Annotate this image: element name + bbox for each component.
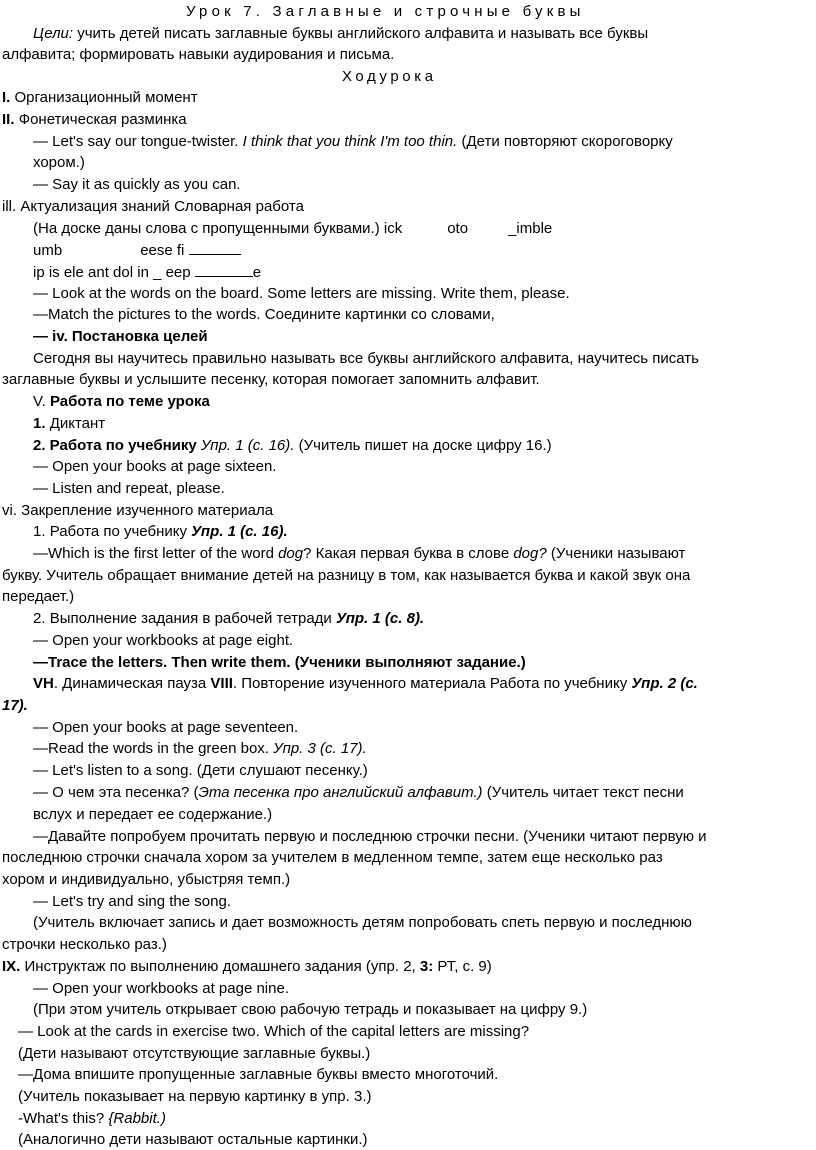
text: Упр. 3 (с. 17). — [273, 740, 367, 757]
line-40: — Let's try and sing the song. — [33, 893, 231, 910]
text: — О чем эта песенка? ( — [33, 784, 199, 801]
line-29: —Trace the letters. Then write them. (Ученики выполняют задание.) — [33, 654, 526, 671]
text: Упр. 1 (с. 8). — [335, 610, 425, 627]
text: -What's this? — [18, 1110, 105, 1127]
line-6: хором.) — [33, 154, 85, 171]
line-38: последнюю строчки сначала хором за учителем в медленном темпе, затем еще несколько раз — [2, 849, 663, 866]
goals-line-1 — [33, 24, 648, 44]
text: . Повторение изученного материала Работа по учебнику — [232, 675, 628, 692]
text: (На доске даны слова с пропущенными буквами.) ick — [33, 220, 403, 237]
line-21: — Listen and repeat, please. — [33, 480, 225, 497]
section-2 — [2, 110, 187, 130]
line-27 — [33, 609, 424, 629]
line-35 — [33, 783, 684, 803]
line-48: —Дома впишите пропущенные заглавные буквы вместо многоточий. — [18, 1066, 499, 1083]
line-26: передает.) — [2, 588, 75, 605]
text: . Динамическая пауза — [53, 675, 207, 692]
tongue-twister-text: I think that you think I'm too thin. — [242, 133, 458, 150]
text: РТ, с. 9) — [437, 958, 492, 975]
text: _imble — [508, 220, 553, 237]
line-11 — [33, 262, 261, 283]
text: — Let's say our tongue-twister. — [33, 133, 239, 150]
section-2-num: II. — [2, 111, 15, 128]
text: oto — [447, 220, 469, 237]
section-1-num: I. — [2, 89, 11, 106]
line-45: (При этом учитель открывает свою рабочую тетрадь и показывает на цифру 9.) — [33, 1001, 588, 1018]
line-28: — Open your workbooks at page eight. — [33, 632, 294, 649]
text: 2. Работа по учебнику — [33, 437, 197, 454]
text: Упр. 2 (с. — [631, 675, 698, 692]
line-46: — Look at the cards in exercise two. Which of the capital letters are missing? — [18, 1023, 530, 1040]
line-33 — [33, 739, 367, 759]
lesson-heading: Ходурока — [342, 68, 437, 85]
line-15: Сегодня вы научитесь правильно называть все буквы английского алфавита, научитесь писать — [33, 350, 699, 367]
text: (Дети повторяют скороговорку — [461, 133, 673, 150]
text: 1. — [33, 415, 46, 432]
text: umb — [33, 242, 63, 259]
lesson-title: Урок 7. Заглавные и строчные буквы — [186, 3, 585, 20]
section-3: ill. Актуализация знаний Словарная работа — [2, 198, 304, 215]
line-16: заглавные буквы и услышите песенку, которая помогает запомнить алфавит. — [2, 371, 540, 388]
line-34: — Let's listen to a song. (Дети слушают песенку.) — [33, 762, 368, 779]
line-13: —Match the pictures to the words. Соедините картинки со словами, — [33, 306, 495, 323]
line-43 — [2, 957, 492, 977]
text: VIII — [210, 675, 233, 692]
line-7: — Say it as quickly as you can. — [33, 176, 241, 193]
text: —Read the words in the green box. — [33, 740, 269, 757]
line-10 — [33, 240, 241, 261]
goals-label: Цели: — [33, 25, 74, 42]
text: Инструктаж по выполнению домашнего задания (упр. 2, — [24, 958, 416, 975]
line-9 — [33, 219, 552, 239]
line-tongue-twister — [33, 132, 673, 152]
line-30 — [33, 674, 698, 694]
text: —Which is the first letter of the word — [33, 545, 274, 562]
text: V. — [33, 393, 46, 410]
line-39: хором и индивидуально, убыстряя темп.) — [2, 871, 291, 888]
text: (Учитель читает текст песни — [486, 784, 684, 801]
line-12: — Look at the words on the board. Some letters are missing. Write them, please. — [33, 285, 570, 302]
text: VН — [33, 675, 54, 692]
line-41: (Учитель включает запись и дает возможность детям попробовать спеть первую и последнюю — [33, 914, 692, 931]
line-14: — iv. Постановка целей — [33, 328, 208, 345]
line-36: вслух и передает ее содержание.) — [33, 806, 273, 823]
line-23 — [33, 522, 288, 542]
blank-line — [189, 240, 241, 255]
line-20: — Open your books at page sixteen. — [33, 458, 277, 475]
line-22: vi. Закрепление изученного материала — [2, 502, 274, 519]
text: Упр. 1 (с. 16). — [200, 437, 295, 454]
line-37: —Давайте попробуем прочитать первую и последнюю строчки песни. (Ученики читают первую и — [33, 828, 707, 845]
line-17 — [33, 392, 210, 412]
line-42: строчки несколько раз.) — [2, 936, 167, 953]
goals-text: учить детей писать заглавные буквы английского алфавита и называть все буквы — [77, 25, 649, 42]
text: Выполнение задания в рабочей тетради — [49, 610, 332, 627]
line-44: — Open your workbooks at page nine. — [33, 980, 289, 997]
text: e — [252, 264, 262, 281]
line-50 — [18, 1109, 166, 1129]
line-51: (Аналогично дети называют остальные картинки.) — [18, 1131, 368, 1148]
text: 3: — [419, 958, 434, 975]
text: Работа по учебнику — [49, 523, 187, 540]
line-31: 17). — [2, 697, 28, 714]
section-1 — [2, 88, 198, 108]
text: ip is ele ant dol in _ eep — [33, 264, 191, 281]
blank-line — [195, 262, 253, 277]
section-2-text: Фонетическая разминка — [18, 111, 187, 128]
text: {Rabbit.) — [108, 1110, 166, 1127]
line-19 — [33, 436, 552, 456]
text: Диктант — [49, 415, 106, 432]
text: Эта песенка про английский алфавит.) — [198, 784, 483, 801]
line-18 — [33, 414, 105, 434]
section-1-text: Организационный момент — [14, 89, 198, 106]
text: dog — [278, 545, 304, 562]
text: IX. — [2, 958, 21, 975]
text: 1. — [33, 523, 46, 540]
text: Работа по теме урока — [49, 393, 210, 410]
line-32: — Open your books at page seventeen. — [33, 719, 299, 736]
text: ? Какая первая буква в слове — [303, 545, 510, 562]
line-24 — [33, 544, 685, 564]
line-47: (Дети называют отсутствующие заглавные буквы.) — [18, 1045, 371, 1062]
text: eese fi — [140, 242, 185, 259]
line-49: (Учитель показывает на первую картинку в упр. 3.) — [18, 1088, 372, 1105]
text: 2. — [33, 610, 46, 627]
goals-line-2: алфавита; формировать навыки аудирования и письма. — [2, 46, 395, 63]
text: Упр. 1 (с. 16). — [191, 523, 288, 540]
text: (Ученики называют — [550, 545, 686, 562]
text: dog? — [513, 545, 547, 562]
line-25: букву. Учитель обращает внимание детей на разницу в том, как называется буква и какой звук она — [2, 567, 691, 584]
text: (Учитель пишет на доске цифру 16.) — [298, 437, 552, 454]
